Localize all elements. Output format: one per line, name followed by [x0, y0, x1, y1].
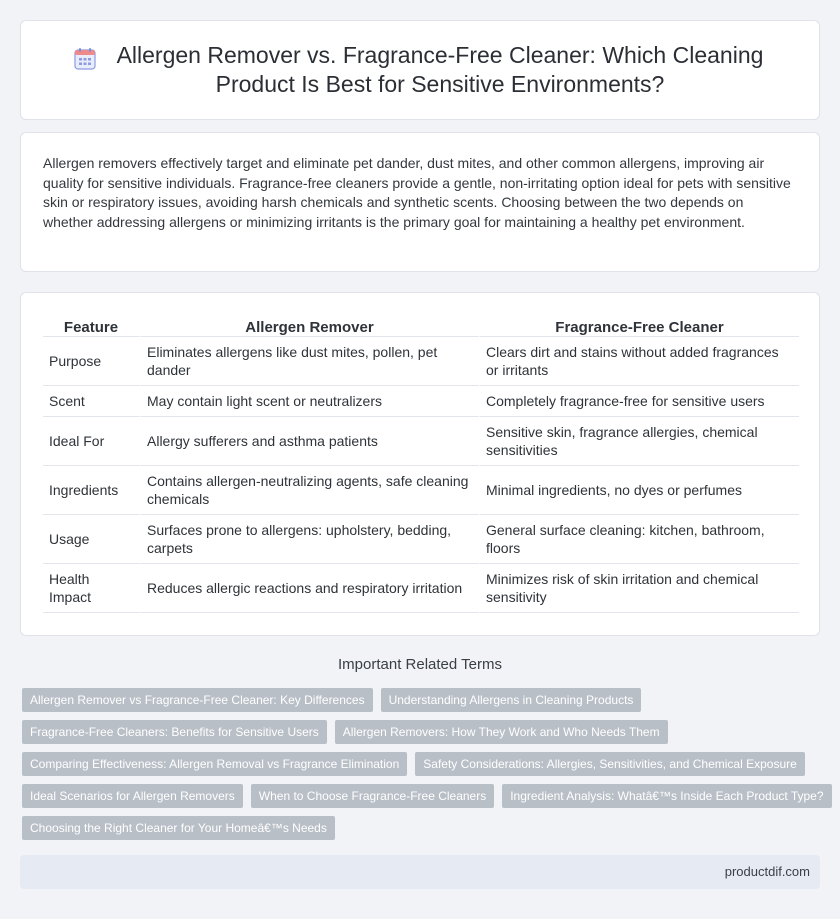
table-row — [43, 337, 799, 386]
table-row — [43, 564, 799, 613]
related-term-tag[interactable]: Allergen Remover vs Fragrance-Free Cleaner: Key Differences — [22, 688, 373, 712]
related-term-tag[interactable]: Ingredient Analysis: Whatâ€™s Inside Each Product Type? — [502, 784, 831, 808]
feature-cell: Scent — [43, 386, 141, 417]
feature-cell: Usage — [43, 515, 141, 564]
related-term-tag[interactable]: Safety Considerations: Allergies, Sensitivities, and Chemical Exposure — [415, 752, 805, 776]
comparison-card — [20, 292, 820, 636]
page-title: Allergen Remover vs. Fragrance-Free Cleaner: Which Cleaning Product Is Best for Sensitive Environments? — [116, 42, 764, 97]
feature-cell: Health Impact — [43, 564, 141, 613]
allergen-remover-cell: Allergy sufferers and asthma patients — [141, 417, 480, 466]
fragrance-free-cell: General surface cleaning: kitchen, bathroom, floors — [480, 515, 799, 564]
allergen-remover-cell: Contains allergen-neutralizing agents, safe cleaning chemicals — [141, 466, 480, 515]
intro-card — [20, 132, 820, 272]
column-header-feature: Feature — [43, 315, 141, 337]
site-name[interactable]: productdif.com — [724, 864, 810, 879]
related-term-tag[interactable]: Understanding Allergens in Cleaning Products — [381, 688, 642, 712]
related-term-tag[interactable]: Comparing Effectiveness: Allergen Removal vs Fragrance Elimination — [22, 752, 407, 776]
table-row — [43, 417, 799, 466]
fragrance-free-cell: Clears dirt and stains without added fragrances or irritants — [480, 337, 799, 386]
column-header-allergen-remover: Allergen Remover — [141, 315, 480, 337]
related-term-tag[interactable]: Ideal Scenarios for Allergen Removers — [22, 784, 243, 808]
related-term-tag[interactable]: Choosing the Right Cleaner for Your Homeâ€™s Needs — [22, 816, 335, 840]
related-terms-heading: Important Related Terms — [338, 656, 502, 673]
allergen-remover-cell: Eliminates allergens like dust mites, pollen, pet dander — [141, 337, 480, 386]
table-row — [43, 386, 799, 417]
allergen-remover-cell: Reduces allergic reactions and respiratory irritation — [141, 564, 480, 613]
feature-cell: Ingredients — [43, 466, 141, 515]
fragrance-free-cell: Sensitive skin, fragrance allergies, chemical sensitivities — [480, 417, 799, 466]
table-header-row — [43, 315, 799, 337]
related-terms-list — [22, 688, 822, 848]
table-row — [43, 466, 799, 515]
comparison-table — [43, 315, 799, 613]
fragrance-free-cell: Minimizes risk of skin irritation and chemical sensitivity — [480, 564, 799, 613]
allergen-remover-cell: Surfaces prone to allergens: upholstery, bedding, carpets — [141, 515, 480, 564]
feature-cell: Purpose — [43, 337, 141, 386]
table-row — [43, 515, 799, 564]
header-card — [20, 20, 820, 120]
column-header-fragrance-free-cleaner: Fragrance-Free Cleaner — [480, 315, 799, 337]
footer — [20, 855, 820, 889]
allergen-remover-cell: May contain light scent or neutralizers — [141, 386, 480, 417]
related-term-tag[interactable]: When to Choose Fragrance-Free Cleaners — [251, 784, 494, 808]
fragrance-free-cell: Completely fragrance-free for sensitive users — [480, 386, 799, 417]
related-term-tag[interactable]: Fragrance-Free Cleaners: Benefits for Sensitive Users — [22, 720, 327, 744]
fragrance-free-cell: Minimal ingredients, no dyes or perfumes — [480, 466, 799, 515]
intro-paragraph: Allergen removers effectively target and eliminate pet dander, dust mites, and other common allergens, improving air quality for sensitive individuals. Fragrance-free cleaners provide a gentle, non-irritating option ideal for pets with sensitive skin or respiratory issues, avoiding harsh chemicals and synthetic scents. Choosing between the two depends on whether addressing allergens or minimizing irritants is the primary goal for maintaining a healthy pet environment. — [43, 155, 791, 230]
feature-cell: Ideal For — [43, 417, 141, 466]
related-term-tag[interactable]: Allergen Removers: How They Work and Who Needs Them — [335, 720, 668, 744]
